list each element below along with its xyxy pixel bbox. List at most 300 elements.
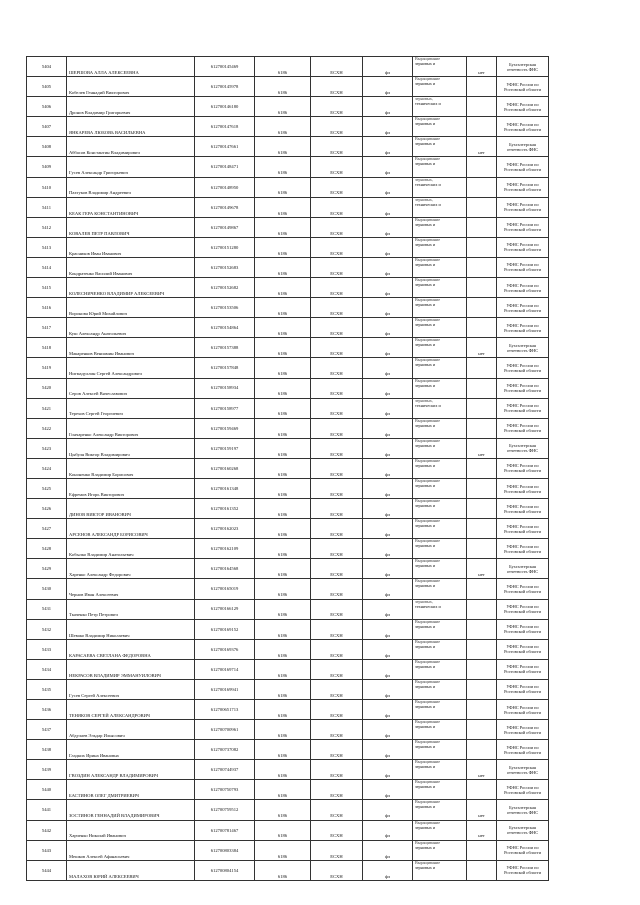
person-type: фл [363, 117, 413, 137]
person-type: фл [363, 458, 413, 478]
reporting-flag [467, 197, 497, 217]
table-row [27, 237, 549, 257]
taxpayer-inn: 612700161352 [195, 499, 255, 519]
activity-line-1: Выращивание [415, 499, 441, 504]
record-number: 5443 [27, 840, 67, 860]
taxpayer-inn: 612700148471 [195, 157, 255, 177]
activity-line-2: зерновых и [415, 764, 436, 770]
table-row [27, 840, 549, 860]
activity-line-1: Выращивание [415, 278, 441, 283]
table-row [27, 820, 549, 840]
source-authority-line-1: УФНС России по [506, 523, 539, 529]
person-type: фл [363, 77, 413, 97]
activity-description [413, 579, 467, 599]
record-number: 5421 [27, 398, 67, 418]
record-number: 5422 [27, 418, 67, 438]
person-type: фл [363, 619, 413, 639]
table-row [27, 398, 549, 418]
source-authority-line-2: Ростовской области [504, 167, 541, 173]
tax-regime: ЕСХН [311, 619, 363, 639]
activity-line-2: зерновых и [415, 161, 436, 167]
activity-description [413, 438, 467, 458]
source-authority [497, 418, 549, 438]
tax-authority-code: 6186 [255, 398, 311, 418]
activity-line-2: технических и [415, 201, 441, 207]
taxpayer-inn: 612700161348 [195, 478, 255, 498]
activity-line-1: Выращивание [415, 860, 441, 865]
taxpayer-name: Дронов Владимир Григорьевич [67, 97, 195, 117]
source-authority-line-1: УФНС России по [506, 784, 539, 790]
activity-description [413, 77, 467, 97]
reporting-flag [467, 77, 497, 97]
activity-line-1: Выращивание [415, 800, 441, 805]
tax-regime: ЕСХН [311, 157, 363, 177]
activity-description [413, 659, 467, 679]
record-number: 5409 [27, 157, 67, 177]
activity-description [413, 137, 467, 157]
activity-line-1: зерновых, [415, 197, 433, 202]
table-row [27, 780, 549, 800]
source-authority-line-1: УФНС России по [506, 282, 539, 288]
taxpayer-name: Абдулаев Эльдар Ильясович [67, 720, 195, 740]
source-authority-line-2: отчетность ФНС [506, 769, 539, 775]
tax-regime: ЕСХН [311, 97, 363, 117]
source-authority-line-2: отчетность ФНС [506, 448, 539, 454]
tax-regime: ЕСХН [311, 499, 363, 519]
tax-regime: ЕСХН [311, 398, 363, 418]
taxpayer-name: Кононенко Владимир Борисович [67, 458, 195, 478]
tax-regime: ЕСХН [311, 740, 363, 760]
tax-authority-code: 6186 [255, 679, 311, 699]
taxpayer-inn: 612700164568 [195, 559, 255, 579]
reporting-flag [467, 378, 497, 398]
person-type: фл [363, 398, 413, 418]
source-authority-line-1: УФНС России по [506, 383, 539, 389]
table-row [27, 639, 549, 659]
reporting-flag [467, 418, 497, 438]
activity-line-2: зерновых и [415, 241, 436, 247]
taxpayer-inn: 612700159469 [195, 418, 255, 438]
person-type: фл [363, 740, 413, 760]
record-number: 5405 [27, 77, 67, 97]
source-authority-line-1: Бухгалтерская [509, 342, 536, 348]
tax-authority-code: 6186 [255, 579, 311, 599]
source-authority-line-2: Ростовской области [504, 287, 541, 293]
activity-description [413, 720, 467, 740]
source-authority-line-1: УФНС России по [506, 322, 539, 328]
activity-line-1: Выращивание [415, 519, 441, 524]
activity-line-2: зерновых и [415, 302, 436, 308]
person-type: фл [363, 418, 413, 438]
table-row [27, 458, 549, 478]
tax-regime: ЕСХН [311, 679, 363, 699]
taxpayer-name: ГВОЗДИН АЛЕКСАНДР ВЛАДИМИРОВИЧ [67, 760, 195, 780]
source-authority-line-2: Ростовской области [504, 548, 541, 554]
taxpayer-name: Красников Иван Иванович [67, 237, 195, 257]
activity-line-2: зерновых и [415, 804, 436, 810]
record-number: 5424 [27, 458, 67, 478]
taxpayer-name: Мешков Алексей Афанасьевич [67, 840, 195, 860]
source-authority-line-1: УФНС России по [506, 423, 539, 429]
person-type: фл [363, 559, 413, 579]
source-authority [497, 478, 549, 498]
activity-description [413, 679, 467, 699]
source-authority [497, 499, 549, 519]
source-authority [497, 237, 549, 257]
source-authority [497, 358, 549, 378]
source-authority-line-2: отчетность ФНС [506, 810, 539, 816]
taxpayer-inn: 612700169152 [195, 619, 255, 639]
source-authority-line-2: отчетность ФНС [506, 66, 539, 72]
activity-description [413, 378, 467, 398]
record-number: 5440 [27, 780, 67, 800]
source-authority [497, 800, 549, 820]
source-authority-line-1: УФНС России по [506, 403, 539, 409]
taxpayer-name: БАСТИНОВ ОЛЕГ ДМИТРИЕВИЧ [67, 780, 195, 800]
table-row [27, 760, 549, 780]
tax-authority-code: 6186 [255, 559, 311, 579]
table-row [27, 800, 549, 820]
activity-line-2: зерновых и [415, 844, 436, 850]
activity-description [413, 820, 467, 840]
source-authority-line-2: Ростовской области [504, 850, 541, 856]
tax-authority-code: 6186 [255, 499, 311, 519]
reporting-flag: нет [467, 820, 497, 840]
tax-authority-code: 6186 [255, 740, 311, 760]
taxpayer-inn: 612700169941 [195, 679, 255, 699]
person-type: фл [363, 760, 413, 780]
tax-authority-code: 6186 [255, 800, 311, 820]
taxpayer-inn: 612700154864 [195, 318, 255, 338]
source-authority-line-2: Ростовской области [504, 187, 541, 193]
activity-line-1: Выращивание [415, 217, 441, 222]
record-number: 5438 [27, 740, 67, 760]
activity-line-2: зерновых и [415, 482, 436, 488]
tax-authority-code: 6186 [255, 257, 311, 277]
activity-line-1: Выращивание [415, 298, 441, 303]
tax-regime: ЕСХН [311, 579, 363, 599]
source-authority-line-1: УФНС России по [506, 583, 539, 589]
activity-line-2: технических и [415, 603, 441, 609]
source-authority-line-2: Ростовской области [504, 267, 541, 273]
tax-regime: ЕСХН [311, 77, 363, 97]
activity-line-1: Выращивание [415, 740, 441, 745]
activity-line-2: зерновых и [415, 342, 436, 348]
tax-authority-code: 6186 [255, 820, 311, 840]
reporting-flag [467, 679, 497, 699]
table-row [27, 559, 549, 579]
source-authority [497, 539, 549, 559]
record-number: 5408 [27, 137, 67, 157]
taxpayer-inn: 612700146180 [195, 97, 255, 117]
tax-authority-code: 6186 [255, 458, 311, 478]
person-type: фл [363, 257, 413, 277]
person-type: фл [363, 57, 413, 77]
taxpayer-inn: 612700145469 [195, 57, 255, 77]
tax-authority-code: 6186 [255, 539, 311, 559]
source-authority-line-2: Ростовской области [504, 588, 541, 594]
source-authority-line-1: Бухгалтерская [509, 443, 536, 449]
taxpayer-inn: 612700700961 [195, 720, 255, 740]
source-authority-line-2: Ростовской области [504, 367, 541, 373]
person-type: фл [363, 157, 413, 177]
tax-regime: ЕСХН [311, 559, 363, 579]
source-authority [497, 458, 549, 478]
tax-regime: ЕСХН [311, 659, 363, 679]
source-authority [497, 820, 549, 840]
activity-line-1: Выращивание [415, 378, 441, 383]
tax-regime: ЕСХН [311, 177, 363, 197]
source-authority-line-2: Ростовской области [504, 468, 541, 474]
person-type: фл [363, 539, 413, 559]
taxpayer-inn: 612700145978 [195, 77, 255, 97]
tax-regime: ЕСХН [311, 700, 363, 720]
taxpayer-name: Гусев Александр Григорьевич [67, 157, 195, 177]
activity-line-1: Выращивание [415, 840, 441, 845]
activity-line-2: зерновых и [415, 422, 436, 428]
taxpayer-name: Макаренков Вениамин Иванович [67, 338, 195, 358]
activity-line-2: зерновых и [415, 663, 436, 669]
source-authority-line-2: Ростовской области [504, 609, 541, 615]
taxpayer-inn: 612700160268 [195, 458, 255, 478]
person-type: фл [363, 639, 413, 659]
source-authority-line-1: УФНС России по [506, 624, 539, 630]
taxpayer-name: Пахтуков Владимир Андреевич [67, 177, 195, 197]
table-row [27, 197, 549, 217]
taxpayer-inn: 612700165019 [195, 579, 255, 599]
taxpayer-name: Аббасов Константин Владимирович [67, 137, 195, 157]
source-authority-line-1: УФНС России по [506, 724, 539, 730]
source-authority-line-2: Ростовской области [504, 709, 541, 715]
table-row [27, 57, 549, 77]
taxpayer-name: ЯНКАРЕВА ЛЮБОВЬ ВАСИЛЬЕВНА [67, 117, 195, 137]
activity-line-1: Выращивание [415, 679, 441, 684]
activity-description [413, 338, 467, 358]
activity-line-2: зерновых и [415, 824, 436, 830]
activity-description [413, 499, 467, 519]
activity-line-1: зерновых, [415, 398, 433, 403]
tax-authority-code: 6186 [255, 639, 311, 659]
source-authority [497, 659, 549, 679]
record-number: 5412 [27, 217, 67, 237]
source-authority-line-1: УФНС России по [506, 543, 539, 549]
tax-authority-code: 6186 [255, 840, 311, 860]
activity-line-1: Выращивание [415, 438, 441, 443]
record-number: 5432 [27, 619, 67, 639]
source-authority-line-2: Ростовской области [504, 528, 541, 534]
reporting-flag: нет [467, 338, 497, 358]
taxpayer-name: Гончаренко Александр Викторович [67, 418, 195, 438]
taxpayer-inn: 612700737082 [195, 740, 255, 760]
source-authority-line-1: УФНС России по [506, 865, 539, 871]
taxpayer-inn: 612700162023 [195, 519, 255, 539]
person-type: фл [363, 860, 413, 880]
tax-authority-code: 6186 [255, 97, 311, 117]
tax-regime: ЕСХН [311, 478, 363, 498]
taxpayer-inn: 612700162109 [195, 539, 255, 559]
activity-line-1: Выращивание [415, 77, 441, 82]
source-authority [497, 117, 549, 137]
activity-line-2: технических и [415, 101, 441, 107]
activity-line-2: зерновых и [415, 121, 436, 127]
record-number: 5441 [27, 800, 67, 820]
taxpayer-name: ТЕНЯКОВ СЕРГЕЙ АЛЕКСАНДРОВИЧ [67, 700, 195, 720]
record-number: 5404 [27, 57, 67, 77]
person-type: фл [363, 478, 413, 498]
reporting-flag: нет [467, 57, 497, 77]
activity-line-2: зерновых и [415, 261, 436, 267]
activity-description [413, 97, 467, 117]
taxpayer-name: Нигмадуллин Сергей Александрович [67, 358, 195, 378]
tax-regime: ЕСХН [311, 278, 363, 298]
taxpayer-name: АРСЕНОВ АЛЕКСАНДР БОРИСОВИЧ [67, 519, 195, 539]
source-authority-line-1: УФНС России по [506, 483, 539, 489]
activity-line-1: Выращивание [415, 57, 441, 61]
activity-description [413, 760, 467, 780]
source-authority-line-2: Ростовской области [504, 408, 541, 414]
taxpayer-inn: 612700744937 [195, 760, 255, 780]
person-type: фл [363, 700, 413, 720]
source-authority-line-1: УФНС России по [506, 81, 539, 87]
table-row [27, 438, 549, 458]
table-row [27, 700, 549, 720]
activity-description [413, 639, 467, 659]
reporting-flag [467, 579, 497, 599]
source-authority-line-1: УФНС России по [506, 704, 539, 710]
activity-line-1: Выращивание [415, 619, 441, 624]
tax-authority-code: 6186 [255, 57, 311, 77]
activity-line-2: зерновых и [415, 442, 436, 448]
taxpayer-inn: 612700152682 [195, 278, 255, 298]
taxpayer-name: КОЛЕСНИЧЕНКО ВЛАДИМИР АЛЕКСЕЕВИЧ [67, 278, 195, 298]
person-type: фл [363, 840, 413, 860]
activity-description [413, 539, 467, 559]
source-authority [497, 780, 549, 800]
taxpayer-name: НЕКРАСОВ ВЛАДИМИР ЭММАНУИЛОВИЧ [67, 659, 195, 679]
activity-line-1: зерновых, [415, 177, 433, 182]
source-authority-line-2: Ростовской области [504, 488, 541, 494]
source-authority-line-1: УФНС России по [506, 302, 539, 308]
record-number: 5434 [27, 659, 67, 679]
reporting-flag [467, 117, 497, 137]
activity-description [413, 358, 467, 378]
reporting-flag [467, 639, 497, 659]
source-authority-line-2: отчетность ФНС [506, 830, 539, 836]
taxpayer-inn: 612700169376 [195, 639, 255, 659]
activity-line-1: Выращивание [415, 820, 441, 825]
taxpayer-name: КЕАК ГЕРА КОНСТАНТИНОВИЧ [67, 197, 195, 217]
person-type: фл [363, 599, 413, 619]
source-authority-line-2: Ростовской области [504, 729, 541, 735]
tax-regime: ЕСХН [311, 780, 363, 800]
source-authority-line-2: Ростовской области [504, 207, 541, 213]
activity-line-2: зерновых и [415, 462, 436, 468]
taxpayer-name: Кобелев Геннадий Викторович [67, 77, 195, 97]
source-authority [497, 97, 549, 117]
reporting-flag [467, 539, 497, 559]
table-row [27, 579, 549, 599]
table-row [27, 619, 549, 639]
source-authority-line-1: УФНС России по [506, 182, 539, 188]
taxpayer-inn: 612700158934 [195, 378, 255, 398]
reporting-flag [467, 318, 497, 338]
activity-line-2: зерновых и [415, 362, 436, 368]
reporting-flag: нет [467, 760, 497, 780]
source-authority [497, 318, 549, 338]
taxpayer-name: Терехов Сергей Георгиевич [67, 398, 195, 418]
activity-line-1: Выращивание [415, 418, 441, 423]
source-authority-line-2: Ростовской области [504, 428, 541, 434]
activity-line-2: технических и [415, 402, 441, 408]
taxpayer-inn: 612700159197 [195, 438, 255, 458]
source-authority [497, 378, 549, 398]
table-row [27, 117, 549, 137]
person-type: фл [363, 780, 413, 800]
activity-line-2: зерновых и [415, 282, 436, 288]
reporting-flag [467, 257, 497, 277]
tax-authority-code: 6186 [255, 780, 311, 800]
person-type: фл [363, 378, 413, 398]
activity-line-2: зерновых и [415, 503, 436, 509]
source-authority-line-1: УФНС России по [506, 744, 539, 750]
activity-line-2: зерновых и [415, 683, 436, 689]
source-authority-line-1: УФНС России по [506, 162, 539, 168]
person-type: фл [363, 177, 413, 197]
taxpayer-name: Ефремов Игорь Викторович [67, 478, 195, 498]
source-authority-line-2: Ростовской области [504, 388, 541, 394]
activity-description [413, 177, 467, 197]
person-type: фл [363, 237, 413, 257]
table-row [27, 539, 549, 559]
person-type: фл [363, 519, 413, 539]
source-authority-line-1: УФНС России по [506, 222, 539, 228]
activity-description [413, 237, 467, 257]
activity-line-1: Выращивание [415, 338, 441, 343]
tax-regime: ЕСХН [311, 438, 363, 458]
tax-authority-code: 6186 [255, 478, 311, 498]
tax-regime: ЕСХН [311, 820, 363, 840]
source-authority [497, 257, 549, 277]
reporting-flag [467, 237, 497, 257]
activity-line-2: зерновых и [415, 543, 436, 549]
reporting-flag [467, 298, 497, 318]
table-row [27, 137, 549, 157]
source-authority-line-2: Ростовской области [504, 86, 541, 92]
source-authority [497, 679, 549, 699]
activity-line-1: Выращивание [415, 559, 441, 564]
person-type: фл [363, 579, 413, 599]
tax-regime: ЕСХН [311, 539, 363, 559]
tax-regime: ЕСХН [311, 378, 363, 398]
record-number: 5415 [27, 278, 67, 298]
taxpayer-inn: 612700149867 [195, 217, 255, 237]
tax-regime: ЕСХН [311, 519, 363, 539]
tax-regime: ЕСХН [311, 860, 363, 880]
activity-line-1: Выращивание [415, 780, 441, 785]
activity-description [413, 217, 467, 237]
source-authority [497, 740, 549, 760]
person-type: фл [363, 338, 413, 358]
tax-regime: ЕСХН [311, 418, 363, 438]
source-authority-line-1: УФНС России по [506, 121, 539, 127]
tax-authority-code: 6186 [255, 378, 311, 398]
person-type: фл [363, 438, 413, 458]
person-type: фл [363, 217, 413, 237]
taxpayer-inn: 612700147618 [195, 117, 255, 137]
reporting-flag [467, 860, 497, 880]
source-authority [497, 197, 549, 217]
activity-description [413, 519, 467, 539]
